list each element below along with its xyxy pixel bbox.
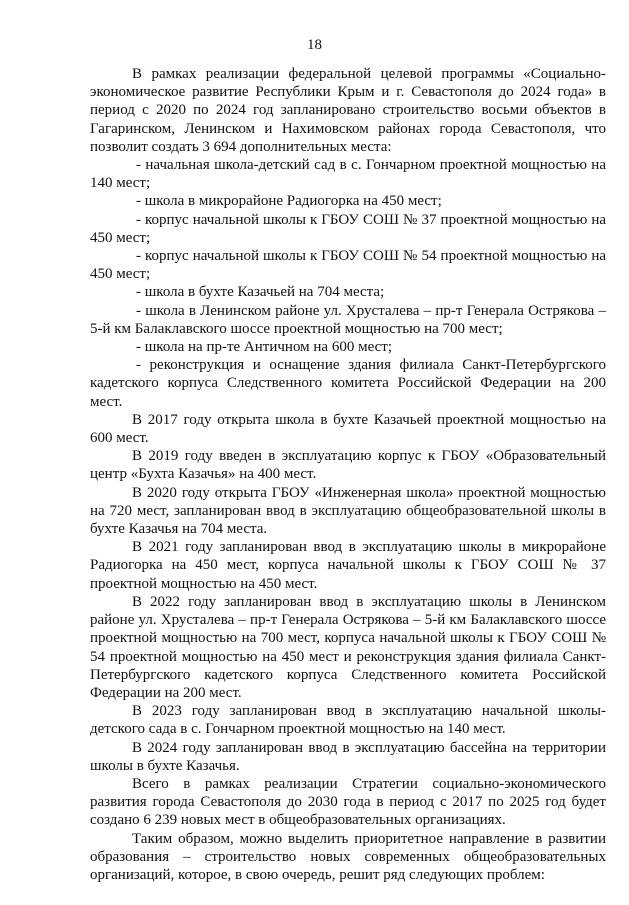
paragraph-2022: В 2022 году запланирован ввод в эксплуатацию школы в Ленинском районе ул. Хрусталева – пр-т Генерала Острякова – 5-й км Балаклавского шоссе проектной мощностью на 700 мест, корпуса начальной школы к ГБОУ СОШ № 54 проектной мощностью на 450 мест и реконструкция здания филиала Санкт-Петербургского кадетского корпуса Следственного комитета Российской Федерации на 200 мест. [90, 593, 606, 701]
paragraph-2023: В 2023 году запланирован ввод в эксплуатацию начальной школы-детского сада в с. Гончарном проектной мощностью на 140 мест. [90, 703, 606, 738]
list-item: - школа в Ленинском районе ул. Хрусталева – пр-т Генерала Острякова – 5-й км Балаклавского шоссе проектной мощностью на 700 мест; [90, 302, 606, 337]
list-item: - корпус начальной школы к ГБОУ СОШ № 37 проектной мощностью на 450 мест; [90, 211, 606, 246]
paragraph-2021: В 2021 году запланирован ввод в эксплуатацию школы в микрорайоне Радиогорка на 450 мест, корпуса начальной школы к ГБОУ СОШ № 37 проектной мощностью на 450 мест. [90, 539, 606, 592]
paragraph-conclusion: Таким образом, можно выделить приоритетное направление в развитии образования – строительство новых современных общеобразовательных организаций, которое, в свою очередь, решит ряд следующих проблем: [90, 830, 606, 883]
list-item: - начальная школа-детский сад в с. Гончарном проектной мощностью на 140 мест; [90, 157, 606, 192]
document-body [90, 65, 606, 884]
list-item: - корпус начальной школы к ГБОУ СОШ № 54 проектной мощностью на 450 мест; [90, 248, 606, 283]
list-item: - школа в бухте Казачьей на 704 места; [136, 284, 385, 301]
list-item: - школа в микрорайоне Радиогорка на 450 мест; [136, 193, 442, 210]
paragraph-2024: В 2024 году запланирован ввод в эксплуатацию бассейна на территории школы в бухте Казачья. [90, 739, 606, 774]
list-item: - школа на пр-те Античном на 600 мест; [136, 339, 392, 356]
paragraph-total: Всего в рамках реализации Стратегии социально-экономического развития города Севастополя до 2030 года в период с 2017 по 2025 год будет создано 6 239 новых мест в общеобразовательных организациях. [90, 775, 606, 829]
paragraph-2017: В 2017 году открыта школа в бухте Казачьей проектной мощностью на 600 мест. [90, 411, 606, 447]
page-number: 18 [307, 37, 322, 53]
paragraph-2020: В 2020 году открыта ГБОУ «Инженерная школа» проектной мощностью на 720 мест, запланирован ввод в эксплуатацию общеобразовательной школы в бухте Казачья на 704 места. [90, 484, 606, 538]
intro-paragraph: В рамках реализации федеральной целевой программы «Социально-экономическое развитие Республики Крым и г. Севастополя до 2024 года» в период с 2020 по 2024 год запланировано строительство восьми объектов в Гагаринском, Ленинском и Нахимовском районах города Севастополя, что позволит создать 3 694 дополнительных места: [90, 66, 606, 155]
paragraph-2019: В 2019 году введен в эксплуатацию корпус к ГБОУ «Образовательный центр «Бухта Казачья» на 400 мест. [90, 448, 606, 483]
list-item: - реконструкция и оснащение здания филиала Санкт-Петербургского кадетского корпуса Следственного комитета Российской Федерации на 200 мест. [90, 357, 606, 410]
